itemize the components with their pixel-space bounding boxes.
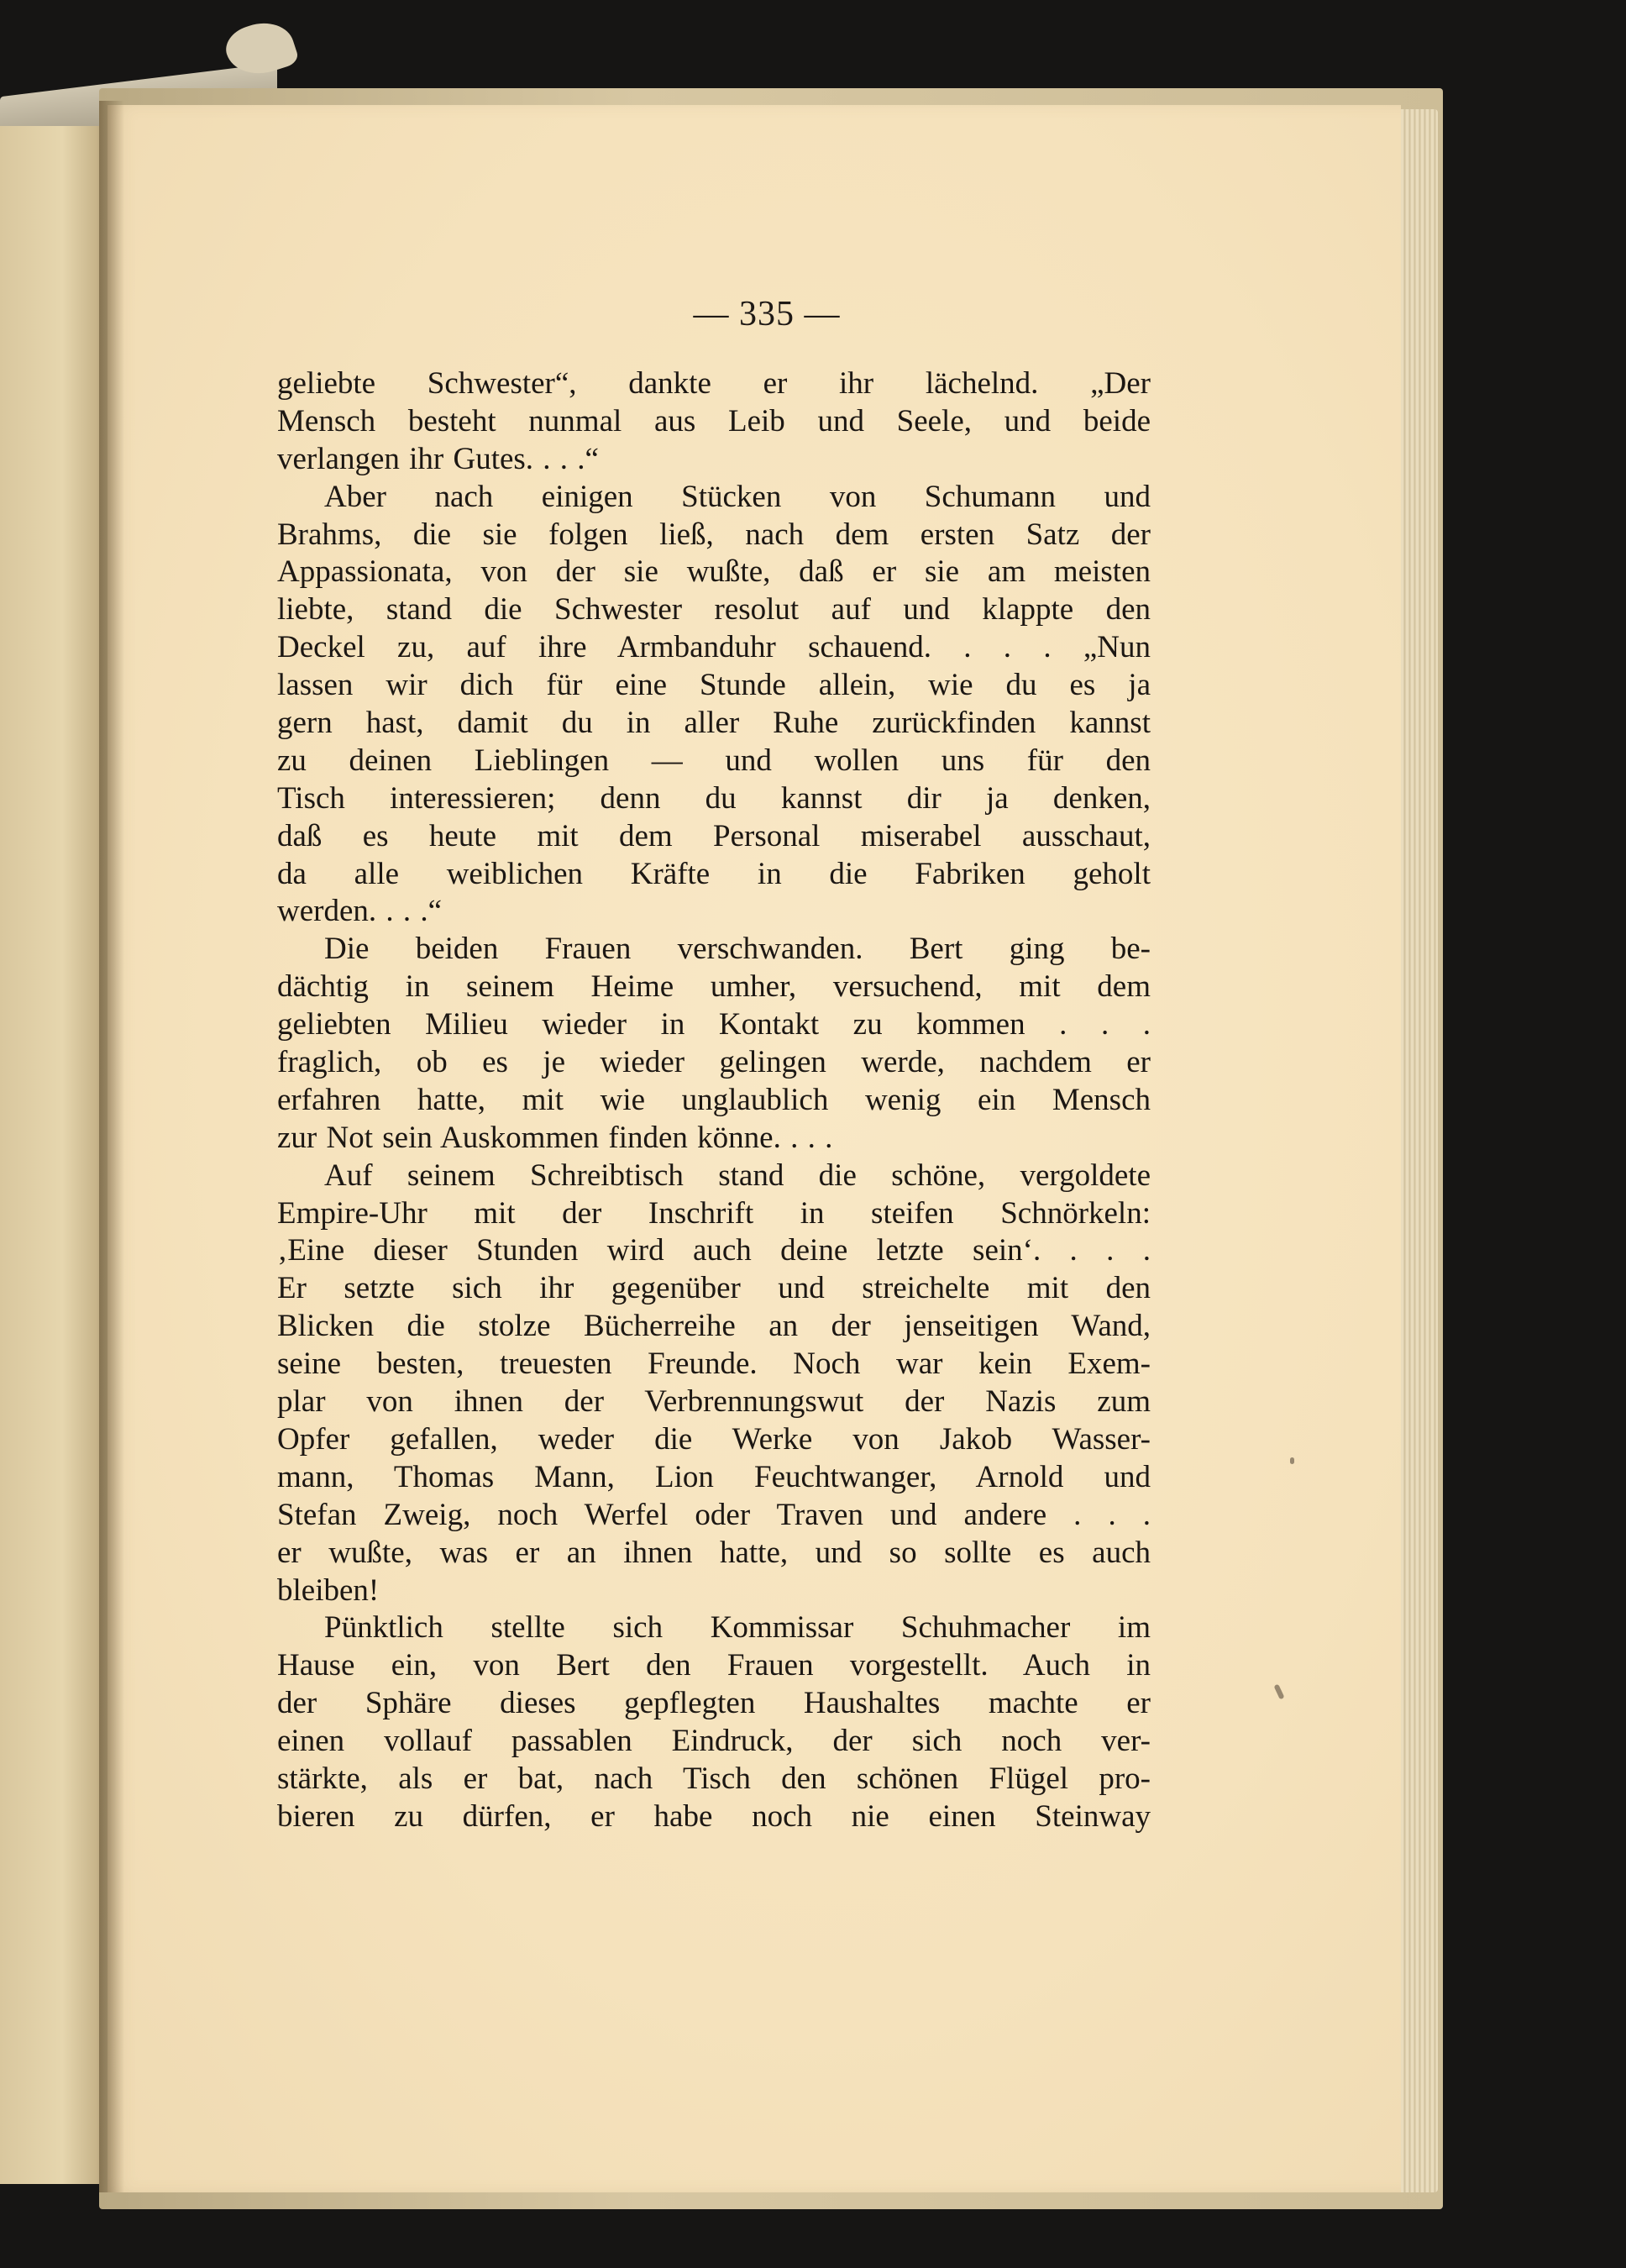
- text-line: Brahms, die sie folgen ließ, nach dem ersten Satz der: [277, 517, 1151, 552]
- text-line: werden. . . .“: [277, 894, 443, 929]
- text-line: Hause ein, von Bert den Frauen vorgestellt. Auch in: [277, 1648, 1151, 1683]
- text-line: lassen wir dich für eine Stunde allein, wie du es ja: [277, 668, 1151, 703]
- text-line: bleiben!: [277, 1572, 380, 1608]
- text-line: Auf seinem Schreibtisch stand die schöne, vergoldete: [324, 1158, 1151, 1193]
- gutter-shadow: [99, 101, 124, 2192]
- text-line: fraglich, ob es je wieder gelingen werde, nachdem er: [277, 1045, 1151, 1080]
- text-line: Aber nach einigen Stücken von Schumann und: [324, 479, 1151, 514]
- page-number: — 335 —: [693, 295, 841, 333]
- text-line: Appassionata, von der sie wußte, daß er sie am meisten: [277, 554, 1151, 590]
- ink-speck: [1290, 1457, 1294, 1464]
- text-line: Pünktlich stellte sich Kommissar Schuhmacher im: [324, 1610, 1151, 1646]
- previous-page-edge: [0, 126, 113, 2184]
- text-line: geliebte Schwester“, dankte er ihr lächelnd. „Der: [277, 366, 1151, 401]
- text-line: liebte, stand die Schwester resolut auf und klappte den: [277, 592, 1151, 627]
- text-line: Opfer gefallen, weder die Werke von Jakob Wasser-: [277, 1421, 1151, 1457]
- text-line: daß es heute mit dem Personal miserabel ausschaut,: [277, 818, 1151, 853]
- text-line: Empire-Uhr mit der Inschrift in steifen Schnörkeln:: [277, 1195, 1151, 1231]
- text-line: zur Not sein Auskommen finden könne. . . .: [277, 1120, 833, 1155]
- text-line: Mensch besteht nunmal aus Leib und Seele, und beide: [277, 403, 1151, 438]
- body-text: [277, 365, 1151, 1836]
- text-line: stärkte, als er bat, nach Tisch den schönen Flügel pro-: [277, 1761, 1151, 1796]
- text-line: erfahren hatte, mit wie unglaublich wenig ein Mensch: [277, 1082, 1151, 1117]
- text-line: seine besten, treuesten Freunde. Noch war kein Exem-: [277, 1347, 1151, 1382]
- text-line: einen vollauf passablen Eindruck, der sich noch ver-: [277, 1724, 1151, 1759]
- text-line: Tisch interessieren; denn du kannst dir ja denken,: [277, 780, 1151, 816]
- text-line: der Sphäre dieses gepflegten Haushaltes machte er: [277, 1686, 1151, 1721]
- text-line: Er setzte sich ihr gegenüber und streichelte mit den: [277, 1271, 1151, 1306]
- text-line: dächtig in seinem Heime umher, versuchend, mit dem: [277, 969, 1151, 1005]
- text-line: Stefan Zweig, noch Werfel oder Traven und andere . . .: [277, 1497, 1151, 1532]
- text-line: zu deinen Lieblingen — und wollen uns für den: [277, 743, 1151, 778]
- text-line: er wußte, was er an ihnen hatte, und so sollte es auch: [277, 1535, 1151, 1570]
- text-line: mann, Thomas Mann, Lion Feuchtwanger, Arnold und: [277, 1459, 1151, 1494]
- text-line: plar von ihnen der Verbrennungswut der Nazis zum: [277, 1384, 1151, 1420]
- text-line: ‚Eine dieser Stunden wird auch deine letzte sein‘. . . .: [277, 1233, 1151, 1268]
- text-line: Blicken die stolze Bücherreihe an der jenseitigen Wand,: [277, 1309, 1151, 1344]
- text-line: da alle weiblichen Kräfte in die Fabriken geholt: [277, 856, 1151, 891]
- book-page: [108, 105, 1401, 2192]
- text-line: bieren zu dürfen, er habe noch nie einen Steinway: [277, 1798, 1151, 1834]
- text-line: Deckel zu, auf ihre Armbanduhr schauend. . . . „Nun: [277, 630, 1151, 665]
- text-line: geliebten Milieu wieder in Kontakt zu kommen . . .: [277, 1007, 1151, 1042]
- text-line: verlangen ihr Gutes. . . .“: [277, 441, 599, 476]
- text-line: Die beiden Frauen verschwanden. Bert ging be-: [324, 932, 1151, 967]
- ink-speck: [1273, 1684, 1284, 1700]
- text-line: gern hast, damit du in aller Ruhe zurückfinden kannst: [277, 706, 1151, 741]
